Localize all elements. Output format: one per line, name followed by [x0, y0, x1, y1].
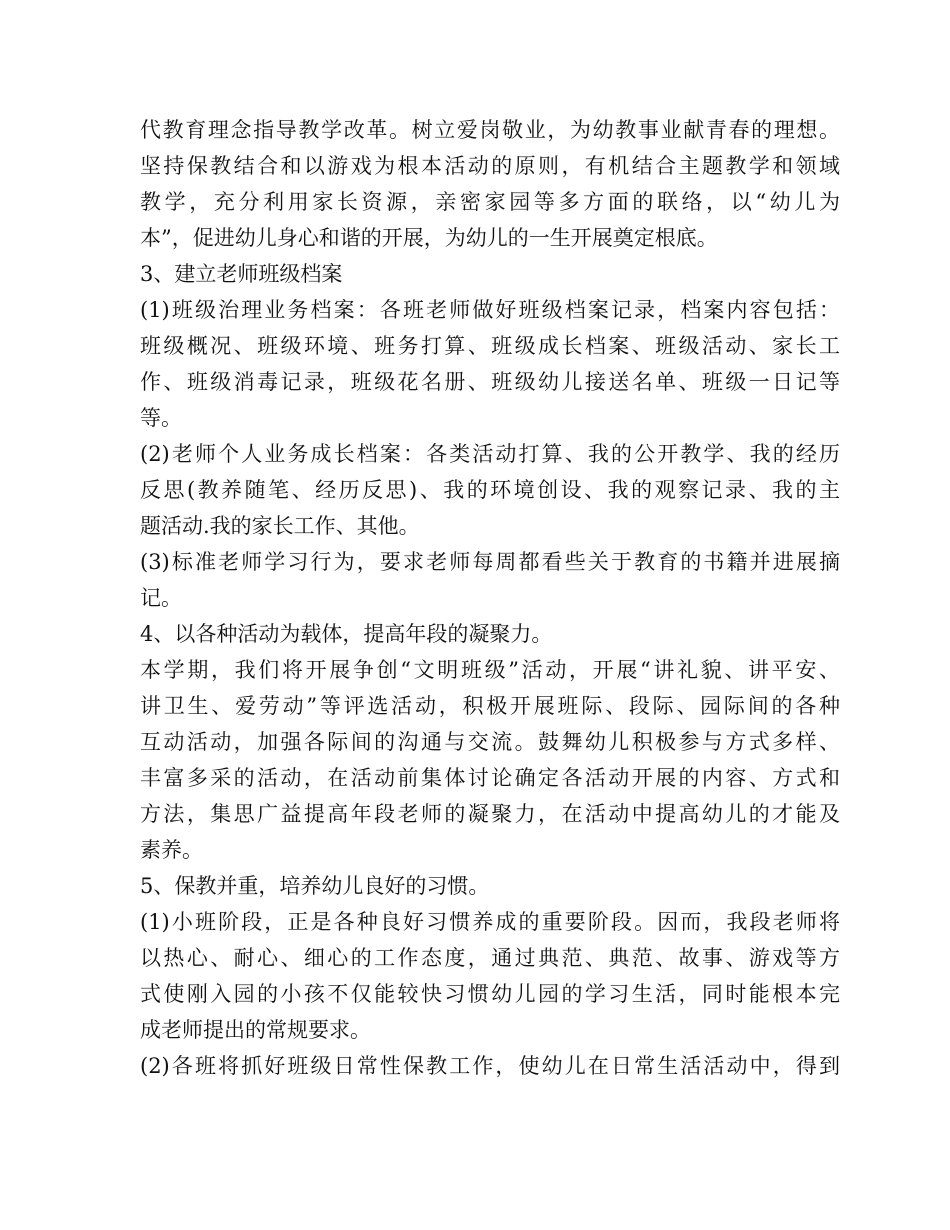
- text-line: 讲卫生、爱劳动”等评选活动，积极开展班际、段际、园际间的各种: [140, 694, 840, 718]
- text-line: 班级概况、班级环境、班务打算、班级成长档案、班级活动、家长工: [140, 334, 840, 358]
- text-line: 4、以各种活动为载体，提高年段的凝聚力。: [140, 622, 553, 646]
- text-line: 3、建立老师班级档案: [140, 262, 343, 286]
- text-line: 题活动.我的家长工作、其他。: [140, 514, 420, 538]
- text-line: 方法，集思广益提高年段老师的凝聚力，在活动中提高幼儿的才能及: [140, 802, 840, 826]
- text-line: 反思(教养随笔、经历反思)、我的环境创设、我的观察记录、我的主: [140, 478, 840, 502]
- text-line: 互动活动，加强各际间的沟通与交流。鼓舞幼儿积极参与方式多样、: [140, 730, 840, 754]
- text-line: 本学期，我们将开展争创“文明班级”活动，开展“讲礼貌、讲平安、: [140, 658, 840, 682]
- document-page: [140, 112, 840, 1084]
- text-line: 代教育理念指导教学改革。树立爱岗敬业，为幼教事业献青春的理想。: [140, 118, 840, 142]
- text-line: 5、保教并重，培养幼儿良好的习惯。: [140, 874, 490, 898]
- text-line: 成老师提出的常规要求。: [140, 1018, 371, 1042]
- text-line: 以热心、耐心、细心的工作态度，通过典范、典范、故事、游戏等方: [140, 946, 840, 970]
- text-line: 作、班级消毒记录，班级花名册、班级幼儿接送名单、班级一日记等: [140, 370, 840, 394]
- text-line: 等。: [140, 406, 182, 430]
- text-line: 式使刚入园的小孩不仅能较快习惯幼儿园的学习生活，同时能根本完: [140, 982, 840, 1006]
- text-line: 本”，促进幼儿身心和谐的开展，为幼儿的一生开展奠定根底。: [140, 226, 718, 250]
- text-line: (1)班级治理业务档案：各班老师做好班级档案记录，档案内容包括：: [140, 298, 840, 322]
- text-line: 记。: [140, 586, 182, 610]
- text-line: (2)各班将抓好班级日常性保教工作，使幼儿在日常生活活动中，得到: [140, 1054, 840, 1078]
- text-line: 教学，充分利用家长资源，亲密家园等多方面的联络，以“幼儿为: [140, 190, 840, 214]
- text-line: (1)小班阶段，正是各种良好习惯养成的重要阶段。因而，我段老师将: [140, 910, 840, 934]
- text-line: (2)老师个人业务成长档案：各类活动打算、我的公开教学、我的经历: [140, 442, 840, 466]
- text-line: 素养。: [140, 838, 203, 862]
- text-line: 坚持保教结合和以游戏为根本活动的原则，有机结合主题教学和领域: [140, 154, 840, 178]
- text-line: (3)标准老师学习行为，要求老师每周都看些关于教育的书籍并进展摘: [140, 550, 840, 574]
- document-body: [140, 112, 840, 1084]
- text-line: 丰富多采的活动，在活动前集体讨论确定各活动开展的内容、方式和: [140, 766, 840, 790]
